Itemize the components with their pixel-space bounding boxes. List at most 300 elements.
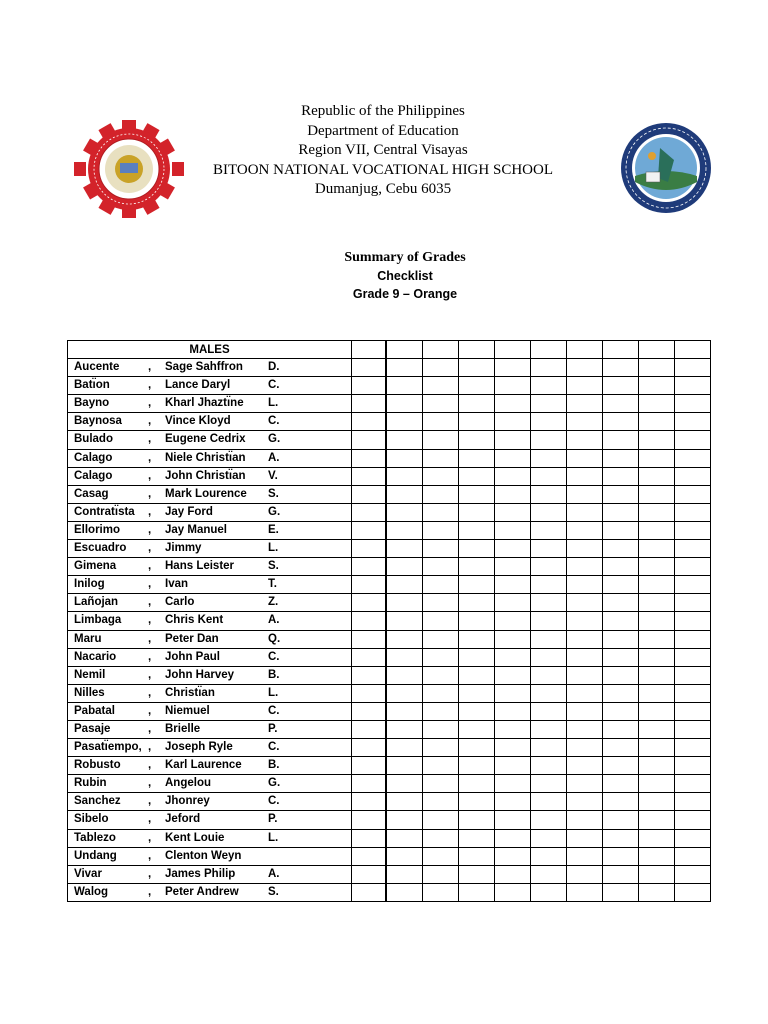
first-name: Jay Manuel	[165, 523, 227, 536]
checklist-cell	[495, 521, 531, 539]
last-name: Limbaga	[74, 614, 122, 627]
checklist-cell	[495, 648, 531, 666]
grid-row	[387, 612, 711, 630]
checklist-cell	[603, 684, 639, 702]
student-row	[68, 811, 386, 829]
checklist-cell	[639, 757, 675, 775]
comma-separator: ,	[148, 686, 152, 699]
grid-row	[387, 883, 711, 901]
checklist-cell	[639, 775, 675, 793]
middle-initial: Q.	[268, 632, 281, 645]
checklist-cell	[603, 720, 639, 738]
checklist-cell	[639, 702, 675, 720]
checklist-cell	[603, 739, 639, 757]
grid-row	[387, 594, 711, 612]
checklist-cell	[639, 467, 675, 485]
middle-initial: P.	[268, 722, 278, 735]
grid-row	[387, 449, 711, 467]
checklist-cell	[603, 413, 639, 431]
blank-cell	[352, 395, 386, 413]
checklist-cell	[495, 431, 531, 449]
checklist-cell	[531, 739, 567, 757]
checklist-cell	[603, 341, 639, 359]
checklist-cell	[639, 865, 675, 883]
checklist-cell	[459, 739, 495, 757]
checklist-cell	[495, 467, 531, 485]
checklist-cell	[603, 576, 639, 594]
checklist-cell	[531, 540, 567, 558]
checklist-cell	[675, 775, 711, 793]
comma-separator: ,	[148, 722, 152, 735]
checklist-cell	[567, 612, 603, 630]
comma-separator: ,	[148, 560, 152, 573]
checklist-cell	[531, 467, 567, 485]
checklist-cell	[531, 395, 567, 413]
student-row	[68, 702, 386, 720]
grid-row	[387, 431, 711, 449]
division-seal	[614, 122, 718, 214]
student-row	[68, 521, 386, 539]
checklist-cell	[423, 467, 459, 485]
republic-line: Republic of the Philippines	[301, 103, 465, 119]
student-name-cell	[68, 648, 352, 666]
student-row	[68, 395, 386, 413]
checklist-cell	[387, 359, 423, 377]
checklist-cell	[531, 558, 567, 576]
first-name: Ivan	[165, 578, 189, 591]
comma-separator: ,	[148, 469, 152, 482]
checklist-cell	[603, 883, 639, 901]
checklist-cell	[423, 702, 459, 720]
student-name-cell	[68, 431, 352, 449]
student-row	[68, 775, 386, 793]
grid-row	[387, 847, 711, 865]
checklist-cell	[531, 359, 567, 377]
checklist-cell	[387, 720, 423, 738]
checklist-cell	[567, 847, 603, 865]
comma-separator: ,	[148, 777, 152, 790]
checklist-cell	[387, 883, 423, 901]
checklist-cell	[567, 829, 603, 847]
checklist-cell	[567, 594, 603, 612]
middle-initial: C.	[268, 741, 280, 754]
first-name: John Harvey	[165, 668, 235, 681]
checklist-cell	[675, 395, 711, 413]
middle-initial: B.	[268, 759, 280, 772]
checklist-cell	[675, 521, 711, 539]
checklist-cell	[531, 684, 567, 702]
student-name-cell	[68, 558, 352, 576]
checklist-cell	[459, 540, 495, 558]
last-name: Pasaje	[74, 722, 111, 735]
comma-separator: ,	[148, 487, 152, 500]
comma-separator: ,	[148, 632, 152, 645]
middle-initial: B.	[268, 668, 280, 681]
checklist-cell	[387, 431, 423, 449]
checklist-cell	[495, 558, 531, 576]
checklist-cell	[495, 720, 531, 738]
checklist-cell	[603, 377, 639, 395]
checklist-cell	[531, 341, 567, 359]
checklist-cell	[531, 883, 567, 901]
grid-row	[387, 757, 711, 775]
checklist-cell	[423, 811, 459, 829]
checklist-cell	[567, 666, 603, 684]
checklist-cell	[459, 594, 495, 612]
checklist-cell	[387, 648, 423, 666]
middle-initial: Z.	[268, 596, 279, 609]
checklist-cell	[639, 485, 675, 503]
checklist-cell	[459, 612, 495, 630]
grid-row	[387, 540, 711, 558]
checklist-cell	[459, 829, 495, 847]
last-name: Ellorimo	[74, 523, 121, 536]
department-line: Department of Education	[307, 122, 459, 139]
student-name-cell	[68, 757, 352, 775]
first-name: Mark Lourence	[165, 487, 247, 500]
first-name: Joseph Ryle	[165, 741, 233, 754]
checklist-cell	[495, 630, 531, 648]
checklist-cell	[639, 521, 675, 539]
checklist-cell	[459, 521, 495, 539]
checklist-cell	[531, 431, 567, 449]
names-table-header-row	[68, 341, 386, 359]
checklist-cell	[495, 594, 531, 612]
checklist-cell	[423, 666, 459, 684]
names-table-body	[68, 359, 386, 902]
grid-row	[387, 811, 711, 829]
checklist-cell	[567, 431, 603, 449]
names-table	[67, 340, 386, 902]
blank-cell	[352, 503, 386, 521]
checklist-cell	[603, 757, 639, 775]
first-name: Angelou	[165, 777, 211, 790]
checklist-cell	[423, 630, 459, 648]
student-row	[68, 847, 386, 865]
checklist-cell	[567, 865, 603, 883]
student-name-cell	[68, 865, 352, 883]
last-name: Nemil	[74, 668, 106, 681]
comma-separator: ,	[148, 650, 152, 663]
checklist-cell	[603, 865, 639, 883]
checklist-cell	[675, 558, 711, 576]
checklist-cell	[675, 377, 711, 395]
checklist-cell	[459, 359, 495, 377]
grid-row	[387, 793, 711, 811]
checklist-cell	[459, 702, 495, 720]
comma-separator: ,	[148, 813, 152, 826]
checklist-cell	[387, 702, 423, 720]
grid-row	[387, 413, 711, 431]
checklist-cell	[459, 811, 495, 829]
checklist-cell	[639, 576, 675, 594]
checklist-cell	[423, 431, 459, 449]
comma-separator: ,	[148, 831, 152, 844]
checklist-cell	[567, 793, 603, 811]
checklist-cell	[603, 775, 639, 793]
first-name: Lance Daryl	[165, 379, 231, 392]
last-name: Nacario	[74, 650, 117, 663]
checklist-cell	[639, 558, 675, 576]
checklist-cell	[423, 576, 459, 594]
blank-cell	[352, 757, 386, 775]
middle-initial: S.	[268, 487, 279, 500]
checklist-cell	[675, 883, 711, 901]
checklist-cell	[603, 503, 639, 521]
checklist-cell	[531, 521, 567, 539]
checklist-cell	[423, 503, 459, 521]
checklist-cell	[603, 829, 639, 847]
blank-cell	[352, 540, 386, 558]
grid-row	[387, 576, 711, 594]
last-name: Rubin	[74, 777, 107, 790]
checklist-cell	[603, 702, 639, 720]
checklist-cell	[459, 793, 495, 811]
checklist-cell	[495, 847, 531, 865]
blank-cell	[352, 648, 386, 666]
checklist-cell	[495, 503, 531, 521]
checklist-cell	[459, 865, 495, 883]
student-row	[68, 558, 386, 576]
checklist-cell	[675, 576, 711, 594]
checklist-cell	[531, 576, 567, 594]
checklist-cell	[603, 847, 639, 865]
comma-separator: ,	[148, 451, 152, 464]
checklist-cell	[387, 395, 423, 413]
middle-initial: T.	[268, 578, 277, 591]
checklist-cell	[567, 503, 603, 521]
checklist-cell	[531, 630, 567, 648]
checklist-cell	[675, 757, 711, 775]
checklist-cell	[531, 594, 567, 612]
checklist-cell	[387, 576, 423, 594]
blank-cell	[352, 359, 386, 377]
checklist-cell	[675, 829, 711, 847]
student-row	[68, 540, 386, 558]
checklist-cell	[567, 811, 603, 829]
student-row	[68, 413, 386, 431]
blank-cell	[352, 684, 386, 702]
comma-separator: ,	[148, 885, 152, 898]
checklist-cell	[423, 377, 459, 395]
checklist-cell	[495, 395, 531, 413]
checklist-cell	[459, 648, 495, 666]
last-name: Nilles	[74, 686, 105, 699]
checklist-cell	[567, 521, 603, 539]
student-row	[68, 594, 386, 612]
checklist-cell	[459, 413, 495, 431]
checklist-cell	[531, 648, 567, 666]
first-name: Jay Ford	[165, 505, 213, 518]
student-name-cell	[68, 395, 352, 413]
checklist-cell	[423, 612, 459, 630]
last-name: Lañojan	[74, 596, 119, 609]
checklist-cell	[459, 576, 495, 594]
checklist-cell	[603, 395, 639, 413]
checklist-cell	[567, 883, 603, 901]
checklist-cell	[675, 341, 711, 359]
checklist-cell	[495, 485, 531, 503]
checklist-cell	[675, 612, 711, 630]
region-line: Region VII, Central Visayas	[298, 142, 468, 158]
checklist-cell	[567, 558, 603, 576]
first-name: James Philip	[165, 867, 236, 880]
checklist-cell	[531, 829, 567, 847]
middle-initial: C.	[268, 795, 280, 808]
checklist-cell	[567, 775, 603, 793]
student-row	[68, 485, 386, 503]
checklist-cell	[459, 720, 495, 738]
checklist-cell	[387, 558, 423, 576]
checklist-cell	[639, 720, 675, 738]
last-name: Baynosa	[74, 415, 122, 428]
checklist-cell	[423, 684, 459, 702]
checklist-cell	[675, 684, 711, 702]
checklist-cell	[639, 811, 675, 829]
checklist-cell	[603, 359, 639, 377]
checklist-cell	[567, 684, 603, 702]
last-name: Escuadro	[74, 542, 127, 555]
grid-row	[387, 558, 711, 576]
checklist-cell	[603, 558, 639, 576]
checklist-cell	[675, 359, 711, 377]
checklist-cell	[639, 684, 675, 702]
checklist-cell	[639, 341, 675, 359]
checklist-cell	[567, 720, 603, 738]
comma-separator: ,	[148, 415, 152, 428]
checklist-cell	[495, 413, 531, 431]
checklist-cell	[531, 413, 567, 431]
checklist-cell	[459, 666, 495, 684]
checklist-cell	[387, 449, 423, 467]
checklist-cell	[459, 503, 495, 521]
checklist-cell	[639, 648, 675, 666]
blank-cell	[352, 413, 386, 431]
checklist-cell	[459, 757, 495, 775]
grid-row	[387, 648, 711, 666]
checklist-cell	[387, 377, 423, 395]
student-name-cell	[68, 702, 352, 720]
last-name: Sanchez	[74, 795, 121, 808]
checklist-cell	[495, 883, 531, 901]
blank-cell	[352, 594, 386, 612]
checklist-cell	[675, 648, 711, 666]
checklist-cell	[459, 883, 495, 901]
last-name: Pasatı̈empo,	[74, 741, 142, 754]
checklist-cell	[387, 666, 423, 684]
checklist-cell	[639, 630, 675, 648]
blank-cell	[352, 829, 386, 847]
comma-separator: ,	[148, 578, 152, 591]
checklist-cell	[603, 540, 639, 558]
checklist-cell	[639, 883, 675, 901]
student-row	[68, 431, 386, 449]
student-name-cell	[68, 449, 352, 467]
checklist-cell	[531, 811, 567, 829]
first-name: Chris Kent	[165, 614, 224, 627]
last-name: Undang	[74, 849, 117, 862]
checklist-cell	[639, 847, 675, 865]
checklist-cell	[567, 359, 603, 377]
student-row	[68, 739, 386, 757]
document-titles	[280, 249, 530, 303]
checklist-cell	[603, 793, 639, 811]
blank-cell	[352, 865, 386, 883]
checklist-cell	[639, 395, 675, 413]
middle-initial: L.	[268, 542, 279, 555]
last-name: Gimena	[74, 560, 117, 573]
student-name-cell	[68, 684, 352, 702]
student-row	[68, 503, 386, 521]
blank-cell	[352, 739, 386, 757]
checklist-cell	[387, 757, 423, 775]
checklist-cell	[387, 540, 423, 558]
checklist-cell	[531, 449, 567, 467]
first-name: Kent Louie	[165, 831, 225, 844]
checklist-cell	[639, 449, 675, 467]
last-name: Inilog	[74, 578, 105, 591]
student-row	[68, 377, 386, 395]
first-name: John Paul	[165, 650, 220, 663]
checklist-cell	[387, 847, 423, 865]
checklist-cell	[423, 720, 459, 738]
checklist-cell	[495, 377, 531, 395]
summary-title: Summary of Grades	[344, 250, 466, 265]
comma-separator: ,	[148, 379, 152, 392]
checklist-cell	[675, 702, 711, 720]
comma-separator: ,	[148, 741, 152, 754]
checklist-cell	[423, 739, 459, 757]
letterhead	[180, 102, 586, 200]
comma-separator: ,	[148, 523, 152, 536]
checklist-cell	[495, 865, 531, 883]
checklist-cell	[495, 576, 531, 594]
middle-initial: V.	[268, 469, 278, 482]
middle-initial: C.	[268, 650, 280, 663]
checklist-cell	[423, 395, 459, 413]
checklist-cell	[675, 630, 711, 648]
grid-row	[387, 684, 711, 702]
checklist-cell	[603, 612, 639, 630]
checklist-cell	[531, 377, 567, 395]
middle-initial: L.	[268, 397, 279, 410]
student-name-cell	[68, 359, 352, 377]
grid-row	[387, 395, 711, 413]
checklist-cell	[423, 648, 459, 666]
school-logo	[74, 120, 184, 218]
checklist-cell	[387, 811, 423, 829]
checklist-cell	[495, 666, 531, 684]
males-header: MALES	[68, 341, 352, 359]
checklist-cell	[459, 485, 495, 503]
middle-initial: C.	[268, 379, 280, 392]
middle-initial: S.	[268, 885, 279, 898]
checklist-cell	[531, 757, 567, 775]
student-row	[68, 630, 386, 648]
checklist-cell	[567, 377, 603, 395]
checklist-cell	[495, 739, 531, 757]
checklist-cell	[603, 485, 639, 503]
checklist-cell	[495, 359, 531, 377]
comma-separator: ,	[148, 704, 152, 717]
checklist-cell	[675, 594, 711, 612]
checklist-cell	[495, 341, 531, 359]
checklist-cell	[531, 865, 567, 883]
student-name-cell	[68, 775, 352, 793]
checklist-cell	[387, 485, 423, 503]
student-name-cell	[68, 413, 352, 431]
comma-separator: ,	[148, 867, 152, 880]
